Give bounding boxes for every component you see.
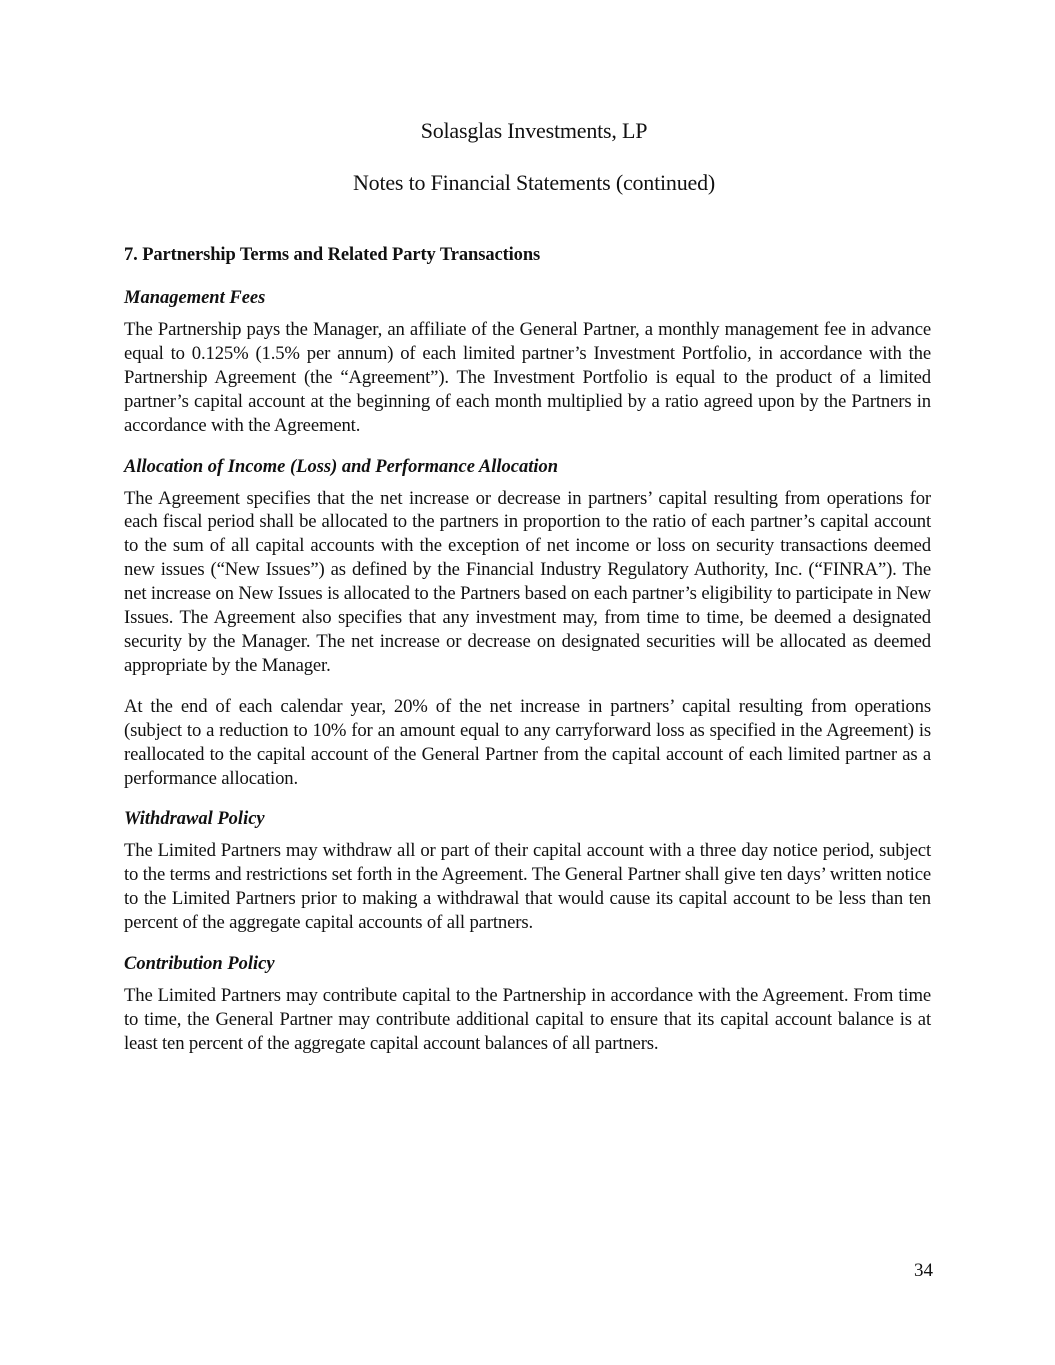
subsection-title: Allocation of Income (Loss) and Performance Allocation xyxy=(124,456,559,477)
section-heading: 7. Partnership Terms and Related Party Transactions xyxy=(124,245,541,265)
paragraph: The Limited Partners may contribute capital to the Partnership in accordance with the Agreement. From time to time, the General Partner may contribute additional capital to ensure that its capital account balance is at least ten percent of the aggregate capital account balances of all partners. xyxy=(124,985,931,1054)
subsection-title: Management Fees xyxy=(124,288,266,308)
notes-section xyxy=(124,245,931,1073)
paragraph: The Partnership pays the Manager, an affiliate of the General Partner, a monthly management fee in advance equal to 0.125% (1.5% per annum) of each limited partner’s Investment Portfolio, in accordance with the Partnership Agreement (the “Agreement”). The Investment Portfolio is equal to the product of a limited partner’s capital account at the beginning of each month multiplied by a ratio agreed upon by the Partners in accordance with the Agreement. xyxy=(124,319,931,436)
paragraph: The Limited Partners may withdraw all or part of their capital account with a three day notice period, subject to the terms and restrictions set forth in the Agreement. The General Partner shall give ten days’ written notice to the Limited Partners prior to making a withdrawal that would cause its capital account to be less than ten percent of the aggregate capital accounts of all partners. xyxy=(124,840,931,934)
subsection-title: Withdrawal Policy xyxy=(124,809,265,830)
subsection-management-fees xyxy=(124,286,931,438)
page-number: 34 xyxy=(914,1260,933,1281)
company-title: Solasglas Investments, LP xyxy=(420,118,648,143)
subsection-allocation xyxy=(124,455,931,791)
subsection-contribution-policy xyxy=(124,952,931,1056)
paragraph: The Agreement specifies that the net increase or decrease in partners’ capital resulting from operations for each fiscal period shall be allocated to the partners in proportion to the ratio of each partner’s capital account to the sum of all capital accounts with the exception of net income or loss on security transactions deemed new issues (“New Issues”) as defined by the Financial Industry Regulatory Authority, Inc. (“FINRA”). The net increase on New Issues is allocated to the Partners based on each partner’s eligibility to participate in New Issues. The Agreement also specifies that any investment may, from time to time, be deemed a designated security by the Manager. The net increase or decrease on designated securities will be allocated as deemed appropriate by the Manager. xyxy=(124,487,931,676)
document-subtitle: Notes to Financial Statements (continued) xyxy=(352,170,716,195)
subsection-withdrawal-policy xyxy=(124,807,931,935)
paragraph: At the end of each calendar year, 20% of the net increase in partners’ capital resulting from operations (subject to a reduction to 10% for an amount equal to any carryforward loss as specified in the Agreement) is reallocated to the capital account of the General Partner from the capital account of each limited partner as a performance allocation. xyxy=(124,695,931,789)
subsection-title: Contribution Policy xyxy=(124,954,275,975)
